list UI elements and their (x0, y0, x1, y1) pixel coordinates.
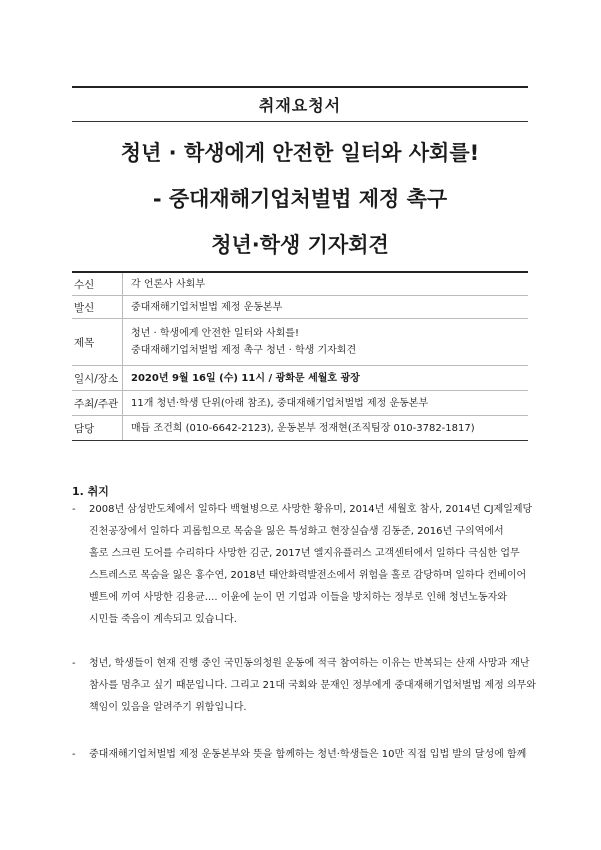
line-text: 중대재해기업처벌법 제정 운동본부와 뜻을 함께하는 청년·학생들은 10만 직접 입법 발의 달성에 함께 (89, 749, 527, 760)
info-value: 중대재해기업처벌법 제정 운동본부 (131, 301, 283, 313)
paragraph-line (72, 653, 542, 675)
info-row-host (72, 391, 528, 416)
dash-marker: - (72, 658, 76, 669)
title-line-1: 청년 · 학생에게 안전한 일터와 사회를! (120, 141, 480, 165)
info-label: 수신 (72, 273, 123, 295)
title-divider (72, 121, 528, 122)
dash-marker: - (72, 504, 76, 515)
info-row-subject (72, 319, 528, 366)
subject-line-1: 청년 · 학생에게 안전한 일터와 사회를! (131, 328, 299, 339)
paragraph-line: 참사를 멈추고 싶기 때문입니다. 그리고 21대 국회와 문재인 정부에게 중대재해기업처벌법 제정 의무와 (89, 680, 536, 691)
info-value: 2020년 9월 16일 (수) 11시 / 광화문 세월호 광장 (131, 372, 360, 384)
paragraph-line: 스트레스로 목숨을 잃은 홍수연, 2018년 태안화력발전소에서 위험을 홀로 감당하며 일하다 컨베이어 (89, 570, 527, 581)
info-row-contact (72, 416, 528, 440)
paragraph-1 (72, 499, 542, 631)
info-table (72, 271, 528, 441)
document-type-label: 취재요청서 (258, 96, 342, 115)
line-text: 청년, 학생들이 현재 진행 중인 국민동의청원 운동에 적극 참여하는 이유는 반복되는 산재 사망과 재난 (89, 658, 530, 669)
dash-marker: - (72, 749, 76, 760)
title-line-3: 청년·학생 기자회견 (211, 233, 389, 257)
info-value: 매듭 조건희 (010-6642-2123), 운동본부 정재현(조직팀장 010-3782-1817) (131, 422, 475, 434)
paragraph-3 (72, 744, 542, 766)
info-label: 담당 (72, 416, 123, 440)
subject-line-2: 중대재해기업처벌법 제정 촉구 청년 · 학생 기자회견 (131, 345, 357, 356)
title-line-2: - 중대재해기업처벌법 제정 촉구 (152, 187, 448, 211)
section-heading: 1. 취지 (72, 485, 109, 498)
info-label: 발신 (72, 296, 123, 318)
top-rule (72, 86, 528, 88)
paragraph-2 (72, 653, 542, 719)
info-value: 11개 청년·학생 단위(아래 참조), 중대재해기업처벌법 제정 운동본부 (131, 397, 429, 409)
info-label: 제목 (72, 319, 123, 365)
paragraph-line (72, 744, 542, 766)
paragraph-line (72, 499, 542, 521)
info-row-sender (72, 296, 528, 319)
line-text: 2008년 삼성반도체에서 일하다 백혈병으로 사망한 황유미, 2014년 세월호 참사, 2014년 CJ제일제당 (89, 504, 533, 515)
info-row-recipient (72, 273, 528, 296)
info-value (123, 319, 528, 365)
paragraph-line: 홀로 스크린 도어를 수리하다 사망한 김군, 2017년 엘지유플러스 고객센터에서 일하다 극심한 업무 (89, 548, 520, 559)
paragraph-line: 시민들 죽음이 계속되고 있습니다. (89, 614, 237, 625)
info-row-datetime (72, 366, 528, 391)
info-label: 일시/장소 (72, 366, 123, 390)
paragraph-line: 벨트에 끼여 사망한 김용균.... 이윤에 눈이 먼 기업과 이들을 방치하는 정부로 인해 청년노동자와 (89, 592, 507, 603)
paragraph-line: 책임이 있음을 알려주기 위함입니다. (89, 702, 247, 713)
paragraph-line: 진천공장에서 일하다 괴롭힘으로 목숨을 잃은 특성화고 현장실습생 김동준, 2016년 구의역에서 (89, 526, 504, 537)
info-label: 주최/주관 (72, 391, 123, 415)
info-value: 각 언론사 사회부 (131, 278, 205, 290)
